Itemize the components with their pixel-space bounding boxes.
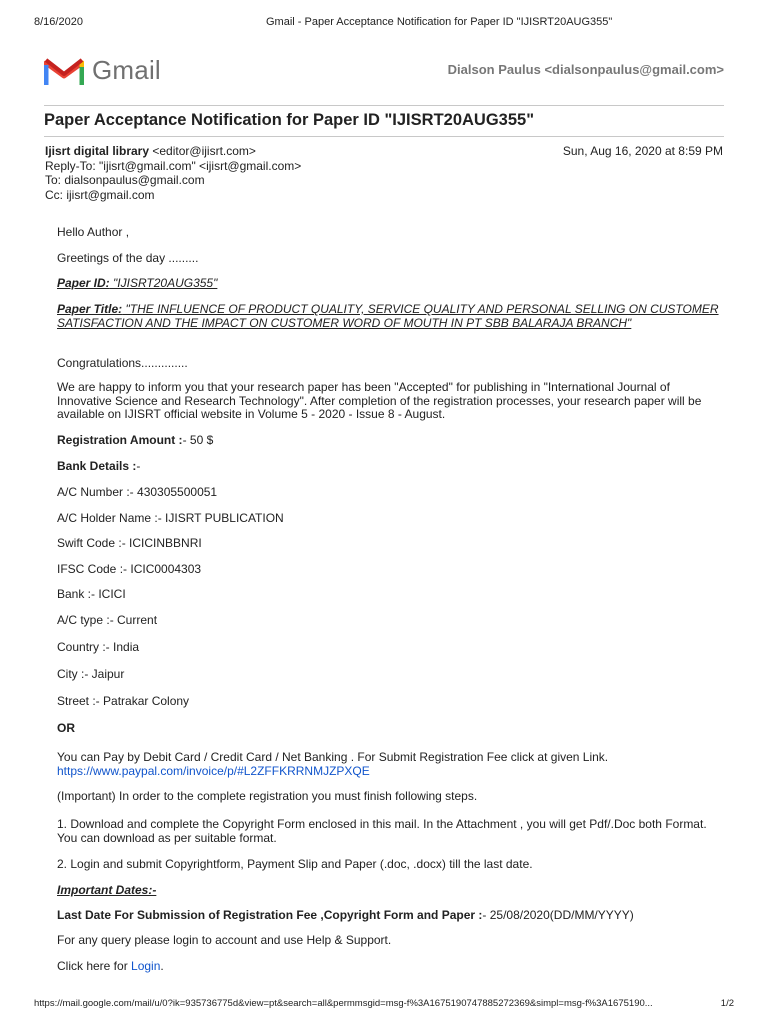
query-line: For any query please login to account and use Help & Support.: [57, 933, 392, 947]
paypal-link-line: [57, 765, 719, 779]
paper-id-label: Paper ID:: [57, 276, 110, 290]
important-steps: (Important) In order to the complete registration you must finish following steps.: [57, 789, 478, 803]
print-date: 8/16/2020: [34, 16, 83, 28]
paper-title-line: [57, 303, 719, 330]
sender-line: [45, 144, 301, 159]
print-header: [34, 16, 732, 30]
print-title: Gmail - Paper Acceptance Notification for Paper ID "IJISRT20AUG355": [266, 16, 613, 28]
important-dates-heading: Important Dates:-: [57, 883, 157, 897]
reply-to-line: Reply-To: "ijisrt@gmail.com" <ijisrt@gmail.com>: [45, 158, 302, 173]
bank-details-heading: [57, 460, 719, 474]
step-1: 1. Download and complete the Copyright Form enclosed in this mail. In the Attachment , you will get Pdf/.Doc both Format. You can download as per suitable format.: [57, 817, 707, 845]
login-line: [57, 960, 719, 974]
last-date-value: - 25/08/2020(DD/MM/YYYY): [482, 908, 634, 922]
or-divider: OR: [57, 721, 75, 735]
registration-amount-value: - 50 $: [182, 433, 214, 447]
pay-instructions: You can Pay by Debit Card / Credit Card / Net Banking . For Submit Registration Fee click at given Link.: [57, 750, 609, 764]
gmail-m-icon: [44, 57, 84, 87]
last-date-label: Last Date For Submission of Registration Fee ,Copyright Form and Paper :: [57, 908, 483, 922]
greetings-line: Greetings of the day .........: [57, 251, 199, 265]
email-meta: [45, 144, 301, 202]
paypal-link[interactable]: https://www.paypal.com/invoice/p/#L2ZFFKRRNMJZPXQE: [57, 764, 370, 778]
paper-id-line: [57, 277, 719, 291]
step-2: 2. Login and submit Copyrightform, Payment Slip and Paper (.doc, .docx) till the last date.: [57, 857, 533, 871]
paper-title-label: Paper Title:: [57, 302, 123, 316]
gmail-wordmark: Gmail: [92, 55, 161, 85]
ac-type: A/C type :- Current: [57, 613, 158, 627]
greeting: Hello Author ,: [57, 225, 130, 239]
email-subject: Paper Acceptance Notification for Paper ID "IJISRT20AUG355": [44, 111, 535, 129]
swift-code: Swift Code :- ICICINBBNRI: [57, 536, 202, 550]
ifsc-code: IFSC Code :- ICIC0004303: [57, 562, 202, 576]
print-footer: [34, 998, 734, 1012]
footer-url: https://mail.google.com/mail/u/0?ik=935736775d&view=pt&search=all&permmsgid=msg-f%3A1675190747885272369&simpl=msg-f%3A1675190...: [34, 998, 653, 1009]
page-number: 1/2: [720, 998, 734, 1009]
bank-name: Bank :- ICICI: [57, 587, 126, 601]
bank-details-suffix: -: [136, 459, 141, 473]
account-info: Dialson Paulus <dialsonpaulus@gmail.com>: [447, 62, 724, 77]
cc-line: Cc: ijisrt@gmail.com: [45, 187, 155, 202]
congrats-line: Congratulations..............: [57, 356, 188, 370]
registration-amount: [57, 434, 719, 448]
bank-details-label: Bank Details :: [57, 459, 137, 473]
sent-timestamp: Sun, Aug 16, 2020 at 8:59 PM: [562, 144, 723, 158]
login-link[interactable]: Login: [131, 959, 161, 973]
login-period: .: [160, 959, 164, 973]
sender-email: <editor@ijisrt.com>: [149, 144, 256, 158]
country: Country :- India: [57, 640, 140, 654]
sender-name: Ijisrt digital library: [45, 144, 150, 158]
street: Street :- Patrakar Colony: [57, 694, 190, 708]
login-prefix: Click here for: [57, 959, 132, 973]
acceptance-paragraph: We are happy to inform you that your research paper has been "Accepted" for publishing in "International Journal of Innovative Science and Research Technology". After completion of the registration processes, your research paper will be available on IJISRT official website in Volume 5 - 2020 - Issue 8 - August.: [57, 380, 702, 421]
paper-title-value: "THE INFLUENCE OF PRODUCT QUALITY, SERVICE QUALITY AND PERSONAL SELLING ON CUSTOMER SATISFACTION AND THE IMPACT ON CUSTOMER WORD OF MOUTH IN PT SBB BALARAJA BRANCH": [57, 302, 719, 330]
paper-id-value: "IJISRT20AUG355": [109, 276, 218, 290]
last-date-line: [57, 909, 719, 923]
registration-amount-label: Registration Amount :: [57, 433, 183, 447]
subject-divider: [44, 136, 724, 137]
ac-holder: A/C Holder Name :- IJISRT PUBLICATION: [57, 511, 284, 525]
city: City :- Jaipur: [57, 667, 125, 681]
ac-number: A/C Number :- 430305500051: [57, 485, 218, 499]
header-divider: [44, 105, 724, 106]
to-line: To: dialsonpaulus@gmail.com: [45, 173, 205, 187]
